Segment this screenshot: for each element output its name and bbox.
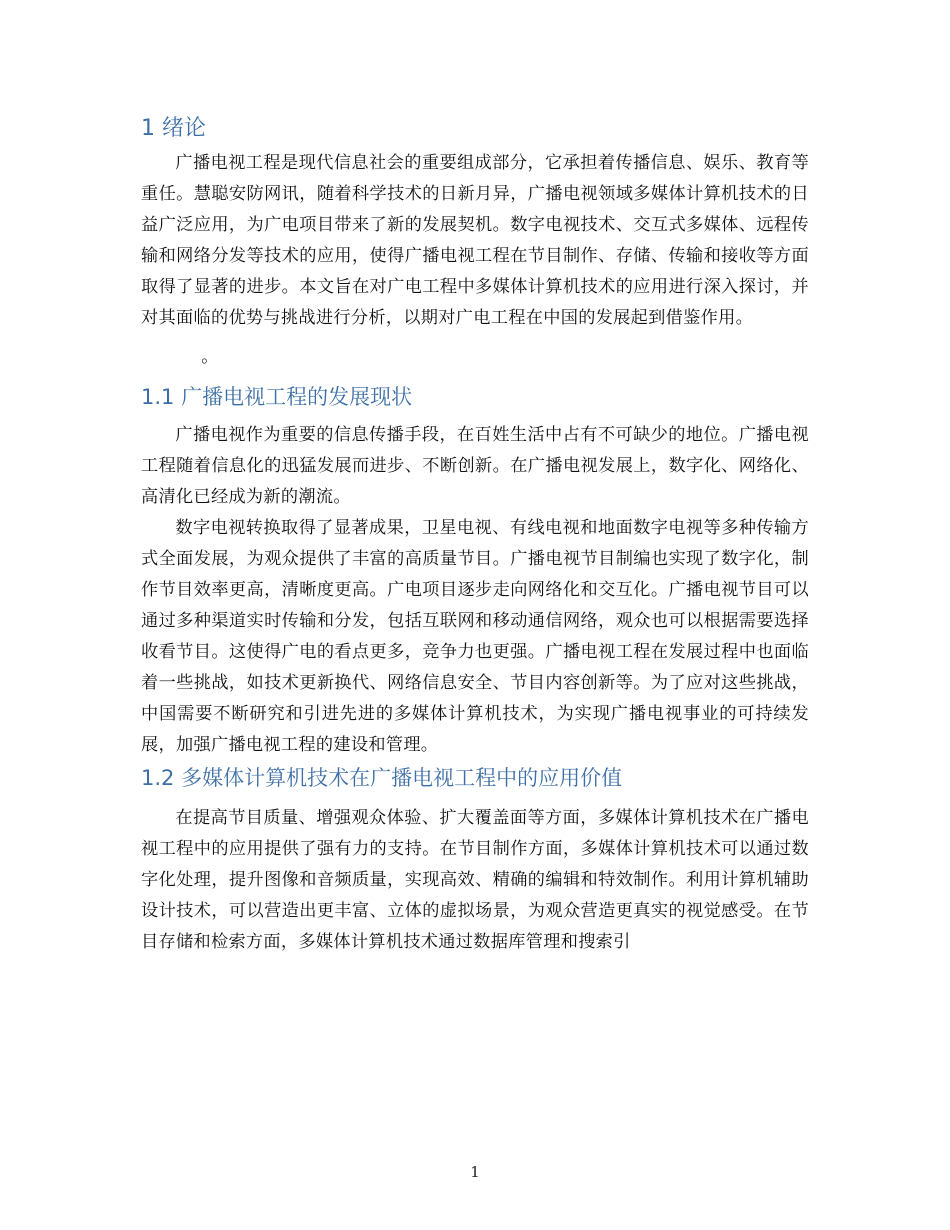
page-number: 1	[470, 1163, 480, 1181]
chapter-heading: 1 绪论	[141, 116, 206, 141]
section-1-1-paragraph: 广播电视作为重要的信息传播手段，在百姓生活中占有不可缺少的地位。广播电视工程随着信息化的迅猛发展而进步、不断创新。在广播电视发展上，数字化、网络化、高清化已经成为新的潮流。	[141, 425, 809, 507]
section-heading-1-1: 1.1 广播电视工程的发展现状	[141, 385, 413, 409]
stray-period: 。	[201, 347, 219, 367]
intro-paragraph: 广播电视工程是现代信息社会的重要组成部分，它承担着传播信息、娱乐、教育等重任。慧聪安防网讯，随着科学技术的日新月异，广播电视领域多媒体计算机技术的日益广泛应用，为广电项目带来了新的发展契机。数字电视技术、交互式多媒体、远程传输和网络分发等技术的应用，使得广播电视工程在节目制作、存储、传输和接收等方面取得了显著的进步。本文旨在对广电工程中多媒体计算机技术的应用进行深入探讨，并对其面临的优势与挑战进行分析，以期对广电工程在中国的发展起到借鉴作用。	[141, 153, 809, 328]
section-1-1-paragraph: 数字电视转换取得了显著成果，卫星电视、有线电视和地面数字电视等多种传输方式全面发展，为观众提供了丰富的高质量节目。广播电视节目制编也实现了数字化，制作节目效率更高，清晰度更高。广电项目逐步走向网络化和交互化。广播电视节目可以通过多种渠道实时传输和分发，包括互联网和移动通信网络，观众也可以根据需要选择收看节目。这使得广电的看点更多，竞争力也更强。广播电视工程在发展过程中也面临着一些挑战，如技术更新换代、网络信息安全、节目内容创新等。为了应对这些挑战，中国需要不断研究和引进先进的多媒体计算机技术，为实现广播电视事业的可持续发展，加强广播电视工程的建设和管理。	[141, 518, 809, 755]
section-heading-1-2: 1.2 多媒体计算机技术在广播电视工程中的应用价值	[141, 766, 623, 790]
section-1-2-paragraph: 在提高节目质量、增强观众体验、扩大覆盖面等方面，多媒体计算机技术在广播电视工程中的应用提供了强有力的支持。在节目制作方面，多媒体计算机技术可以通过数字化处理，提升图像和音频质量，实现高效、精确的编辑和特效制作。利用计算机辅助设计技术，可以营造出更丰富、立体的虚拟场景，为观众营造更真实的视觉感受。在节目存储和检索方面，多媒体计算机技术通过数据库管理和搜索引	[141, 808, 809, 952]
page-content	[141, 112, 809, 958]
